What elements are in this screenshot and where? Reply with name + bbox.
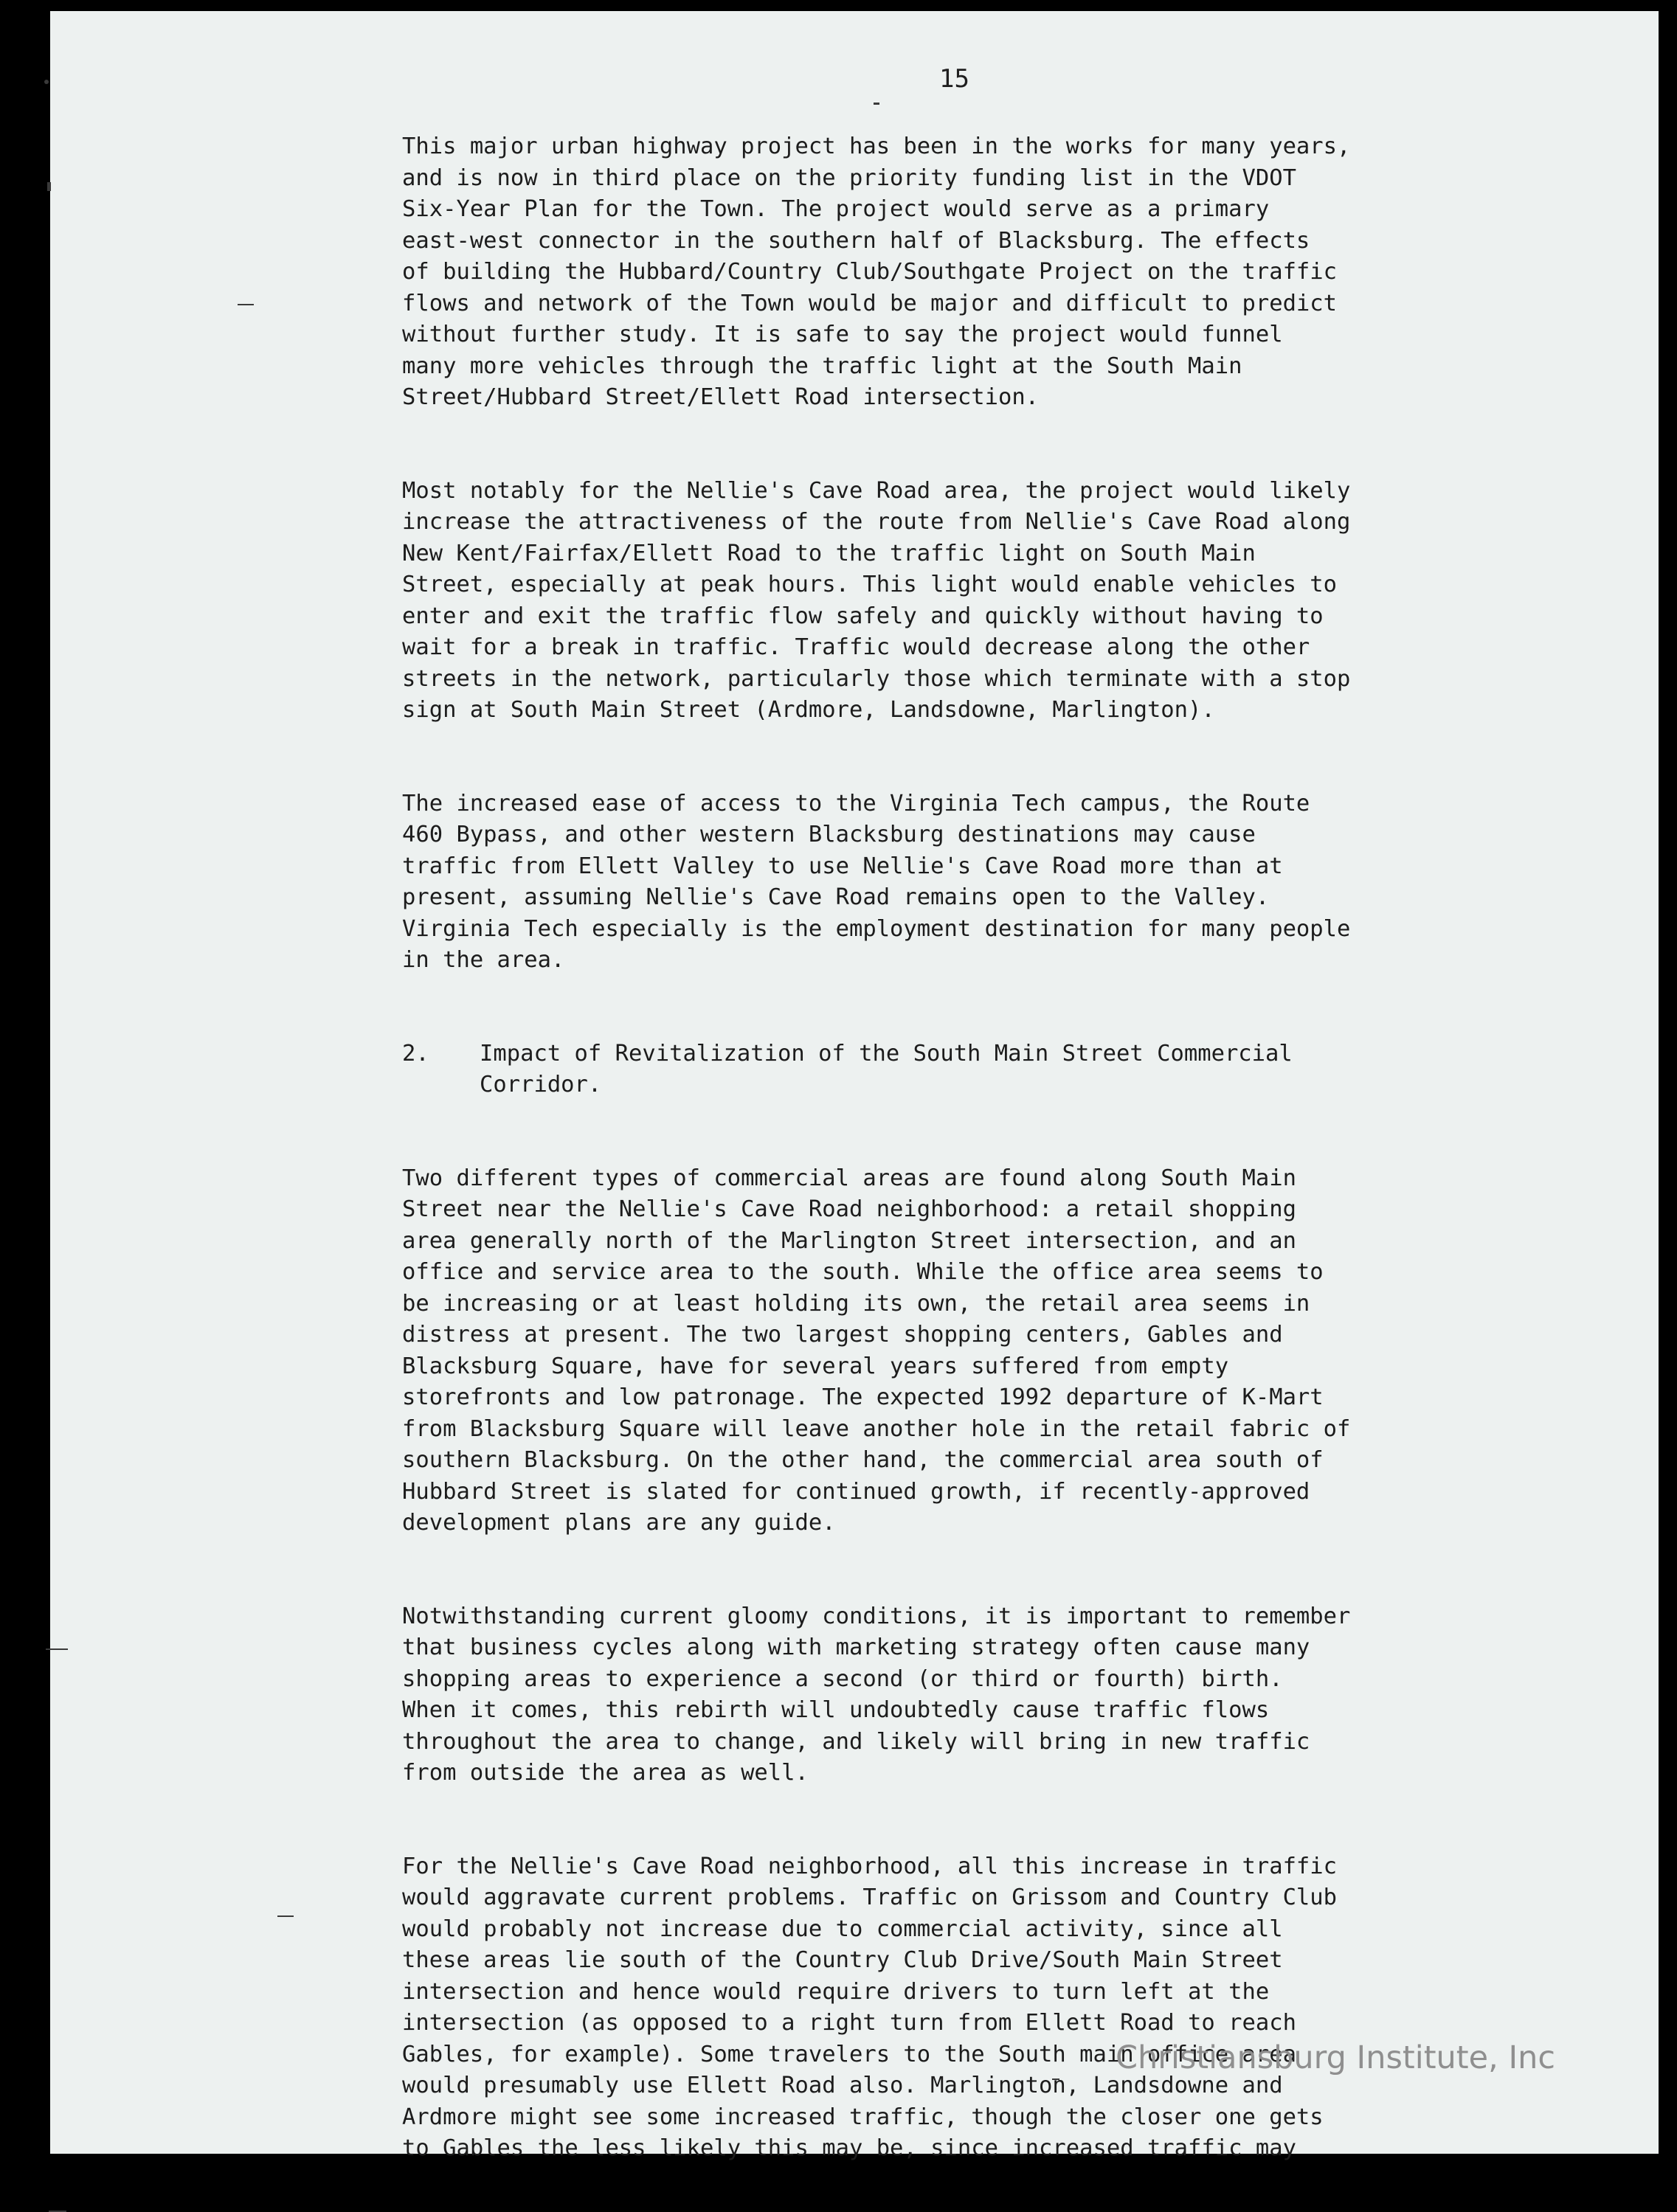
- scan-mark: [46, 1648, 68, 1650]
- scan-mark: [874, 103, 879, 105]
- paragraph-commercial-areas: Two different types of commercial areas are found along South Main Street near the Nellie's Cave Road neighborhood: a retail shopping area generally north of the Marlington Street intersection, and an office and service area to the south. While the office area seems to be increasing or at least holding its own, the retail area seems in distress at present. The two largest shopping centers, Gables and Blacksburg Square, have for several years suffered from empty storefronts and low patronage. The expected 1992 departure of K-Mart from Blacksburg Square will leave another hole in the retail fabric of southern Blacksburg. On the other hand, the commercial area south of Hubbard Street is slated for continued growth, if recently-approved development plans are any guide.: [402, 1165, 1351, 1536]
- scan-mark: [44, 80, 49, 84]
- scan-mark: [238, 304, 254, 305]
- paragraph-nellies-cave-impact: Most notably for the Nellie's Cave Road area, the project would likely increase the attractiveness of the route from Nellie's Cave Road along New Kent/Fairfax/Ellett Road to the traffic light on South Main Street, especially at peak hours. This light would enable vehicles to enter and exit the traffic flow safely and quickly without having to wait for a break in traffic. Traffic would decrease along the other streets in the network, particularly those which terminate with a stop sign at South Main Street (Ardmore, Landsdowne, Marlington).: [402, 477, 1351, 723]
- section-heading: [402, 1039, 1538, 1101]
- paragraph-campus-access: The increased ease of access to the Virginia Tech campus, the Route 460 Bypass, and other western Blacksburg destinations may cause traffic from Ellett Valley to use Nellie's Cave Road more than at present, assuming Nellie's Cave Road remains open to the Valley. Virginia Tech especially is the employment destination for many people in the area.: [402, 790, 1351, 973]
- paragraph-business-cycles: Notwithstanding current gloomy conditions, it is important to remember that business cycles along with marketing strategy often cause many shopping areas to experience a second (or third or fourth) birth. When it comes, this rebirth will undoubtedly cause traffic flows throughout the area to change, and likely will bring in new traffic from outside the area as well.: [402, 1603, 1351, 1786]
- document-body: [402, 131, 1538, 2165]
- section-number: 2.: [402, 1040, 429, 1067]
- section-title: Impact of Revitalization of the South Main Street Commercial Corridor.: [480, 1040, 1293, 1098]
- paragraph-project-overview: This major urban highway project has been in the works for many years, and is now in third place on the priority funding list in the VDOT Six-Year Plan for the Town. The project would serve as a primary east-west connector in the southern half of Blacksburg. The effects of building the Hubbard/Country Club/Southgate Project on the traffic flows and network of the Town would be major and difficult to predict without further study. It is safe to say the project would funnel many more vehicles through the traffic light at the South Main Street/Hubbard Street/Ellett Road intersection.: [402, 134, 1351, 410]
- scan-mark: [277, 1915, 294, 1917]
- page-number: 15: [939, 64, 969, 94]
- scan-mark: [47, 182, 51, 191]
- paragraph-neighborhood-traffic: For the Nellie's Cave Road neighborhood, all this increase in traffic would aggravate current problems. Traffic on Grissom and Country Club would probably not increase due to commercial activity, since all these areas lie south of the Country Club Drive/South Main Street intersection and hence would require drivers to turn left at the intersection (as opposed to a right turn from Ellett Road to reach Gables, for example). Some travelers to the South main office area would presumably use Ellett Road also. Marlington, Landsdowne and Ardmore might see some increased traffic, though the closer one gets to Gables the less likely this may be, since increased traffic may: [402, 1853, 1338, 2161]
- watermark: Christiansburg Institute, Inc: [1116, 2039, 1556, 2076]
